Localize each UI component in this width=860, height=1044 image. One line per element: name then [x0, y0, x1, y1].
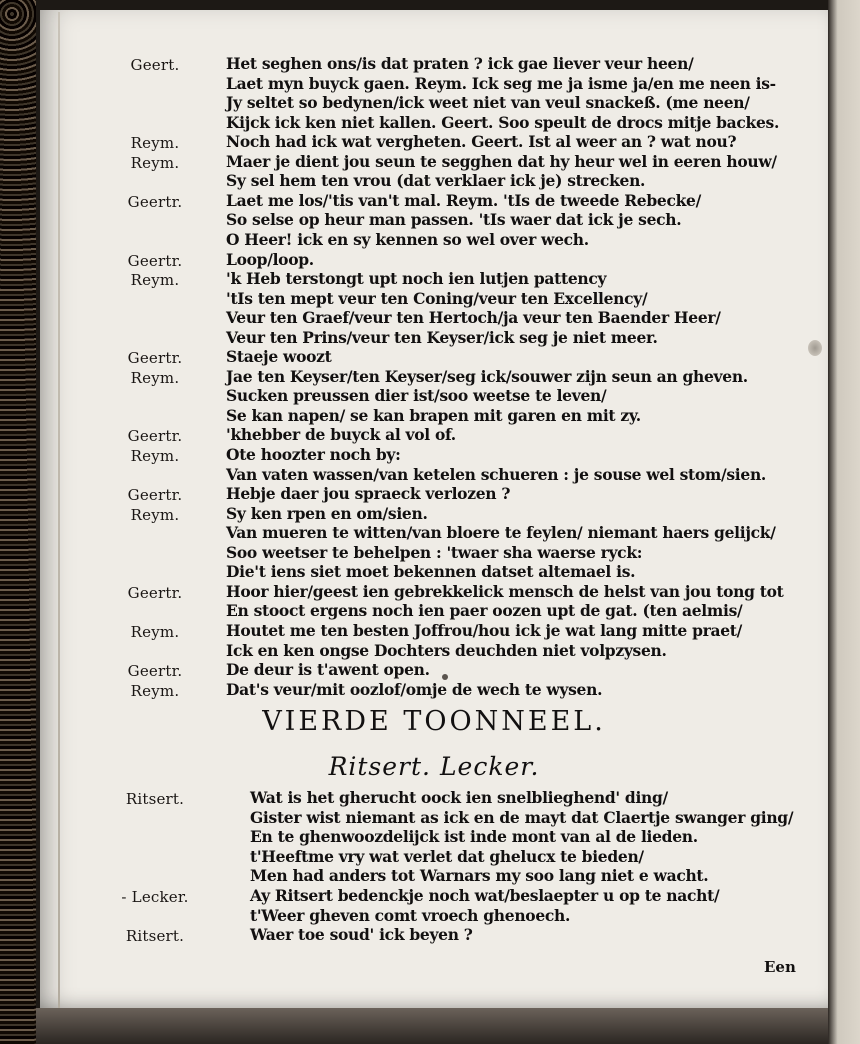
verse-text: Van vaten wassen/van ketelen schueren : je souse wel stom/sien.: [226, 464, 767, 484]
verse-text: Houtet me ten besten Joffrou/hou ick je wat lang mitte praet/: [226, 620, 743, 640]
speaker-name: Reym.: [130, 505, 180, 524]
facing-page-edge: [828, 0, 860, 1044]
verse-text: t'Heeftme vry wat verlet dat ghelucx te bieden/: [250, 846, 644, 866]
verse-text: Sucken preussen dier ist/soo weetse te leven/: [226, 386, 607, 406]
verse-text: Sy sel hem ten vrou (dat verklaer ick je) strecken.: [226, 171, 646, 191]
verse-text: Jy seltet so bedynen/ick weet niet van veul snackeß. (me neen/: [226, 93, 750, 113]
scene-cast: Ritsert. Lecker.: [328, 752, 540, 781]
verse-text: Jae ten Keyser/ten Keyser/seg ick/souwer zijn seun an gheven.: [226, 366, 748, 386]
paper-stain: [808, 340, 822, 356]
speaker-name: Ritsert.: [125, 790, 185, 808]
speaker-name: Reym.: [130, 134, 180, 153]
verse-text: Waer toe soud' ick beyen ?: [250, 925, 473, 945]
verse-text: Laet myn buyck gaen. Reym. Ick seg me ja isme ja/en me neen is-: [226, 73, 776, 93]
verse-text: t'Weer gheven comt vroech ghenoech.: [250, 905, 571, 925]
verse-text: Staeje woozt: [226, 347, 332, 367]
verse-text: Hebje daer jou spraeck verlozen ?: [226, 484, 511, 504]
verse-text: En te ghenwoozdelijck ist inde mont van al de lieden.: [250, 827, 698, 847]
catchword: Een: [764, 958, 796, 976]
verse-text: Dat's veur/mit oozlof/omje de wech te wysen.: [226, 679, 603, 699]
scan-bottom-shadow: [36, 1008, 828, 1044]
scene-heading: VIERDE TOONNEEL.: [262, 706, 606, 737]
verse-text: 'tIs ten mept veur ten Coning/veur ten Excellency/: [226, 288, 648, 308]
verse-text: Noch had ick wat vergheten. Geert. Ist al weer an ? wat nou?: [226, 132, 737, 152]
speaker-name: Geertr.: [127, 427, 183, 446]
speaker-name: Reym.: [130, 153, 180, 172]
verse-text: En stooct ergens noch ien paer oozen upt de gat. (ten aelmis/: [226, 601, 743, 621]
verse-text: Ay Ritsert bedenckje noch wat/beslaepter u op te nacht/: [250, 886, 720, 905]
verse-text: Ick en ken ongse Dochters deuchden niet volpzysen.: [226, 640, 667, 660]
verse-line: [40, 680, 828, 702]
speaker-name: Reym.: [130, 622, 180, 641]
page-gutter: [58, 12, 60, 1008]
speaker-name: Reym.: [130, 681, 180, 700]
verse-text: O Heer! ick en sy kennen so wel over wech.: [226, 229, 589, 249]
speaker-name: - Lecker.: [121, 888, 189, 906]
book-binding-edge: [0, 0, 36, 1044]
speaker-name: Reym.: [130, 271, 180, 290]
verse-text: De deur is t'awent open.: [226, 660, 430, 680]
book-page: [40, 10, 828, 1010]
verse-text: Veur ten Graef/veur ten Hertoch/ja veur ten Baender Heer/: [226, 308, 721, 328]
verse-text: Hoor hier/geest ien gebrekkelick mensch de helst van jou tong tot: [226, 581, 784, 601]
verse-text: Wat is het gherucht oock ien snelblieghend' ding/: [250, 788, 668, 807]
verse-text: So selse op heur man passen. 'tIs waer dat ick je sech.: [226, 210, 682, 230]
speaker-name: Reym.: [130, 447, 180, 465]
verse-text: Veur ten Prins/veur ten Keyser/ick seg je niet meer.: [226, 327, 658, 347]
verse-line: [40, 925, 828, 947]
verse-text: Ote hoozter noch by:: [226, 445, 401, 464]
speaker-name: Geertr.: [127, 251, 183, 270]
verse-text: Het seghen ons/is dat praten ? ick gae liever veur heen/: [226, 54, 694, 73]
verse-text: Men had anders tot Warnars my soo lang niet e wacht.: [250, 866, 709, 886]
speaker-name: Geertr.: [127, 349, 183, 368]
speaker-name: Reym.: [130, 368, 180, 387]
verse-text: 'k Heb terstongt upt noch ien lutjen pattency: [226, 269, 607, 289]
verse-text: 'khebber de buyck al vol of.: [226, 425, 456, 445]
speaker-name: Geertr.: [127, 583, 183, 602]
verse-text: Soo weetser te behelpen : 'twaer sha waerse ryck:: [226, 542, 643, 562]
verse-text: Gister wist niemant as ick en de mayt dat Claertje swanger ging/: [250, 807, 794, 827]
speaker-name: Geert.: [130, 56, 180, 74]
verse-text: Laet me los/'tis van't mal. Reym. 'tIs de tweede Rebecke/: [226, 190, 701, 210]
ink-smudge: [442, 674, 448, 680]
verse-text: Sy ken rpen en om/sien.: [226, 503, 428, 523]
speaker-name: Geertr.: [127, 662, 183, 681]
speaker-name: Geertr.: [127, 486, 183, 505]
verse-text: Loop/loop.: [226, 249, 314, 269]
speaker-name: Ritsert.: [125, 927, 185, 946]
verse-text: Maer je dient jou seun te segghen dat hy heur wel in eeren houw/: [226, 151, 777, 171]
verse-text: Die't iens siet moet bekennen datset altemael is.: [226, 562, 636, 582]
verse-text: Kijck ick ken niet kallen. Geert. Soo speult de drocs mitje backes.: [226, 112, 780, 132]
speaker-name: Geertr.: [127, 192, 183, 211]
verse-text: Se kan napen/ se kan brapen mit garen en mit zy.: [226, 405, 641, 425]
verse-text: Van mueren te witten/van bloere te feylen/ niemant haers gelijck/: [226, 523, 776, 543]
